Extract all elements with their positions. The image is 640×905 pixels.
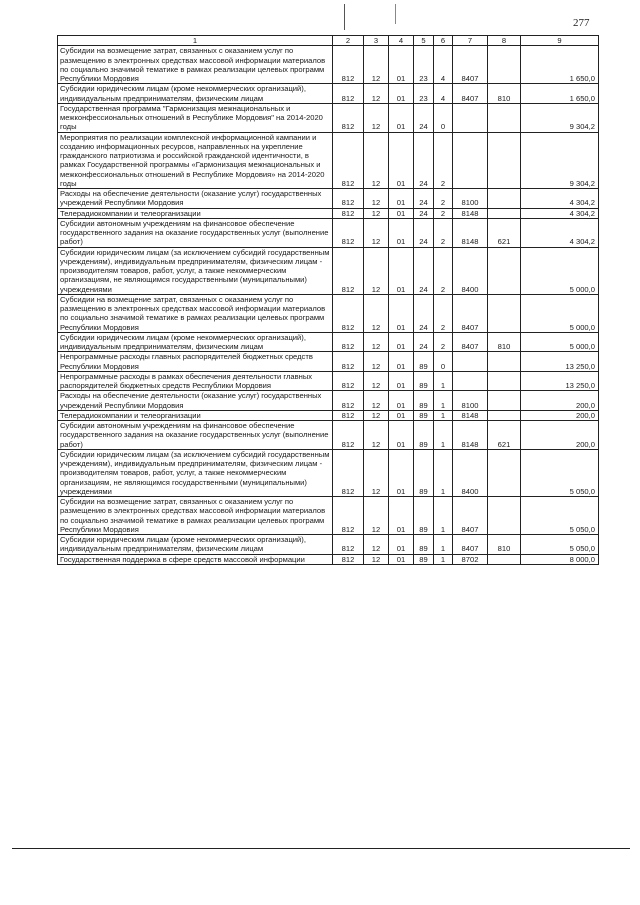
row-name: Субсидии автономным учреждениям на финансовое обеспечение государственного задания на оказание государственных услуг (выполнение работ) — [58, 421, 333, 450]
row-amount: 13 250,0 — [521, 371, 599, 391]
row-section-code: 12 — [364, 218, 389, 247]
binding-mark — [344, 4, 345, 30]
row-section-code: 12 — [364, 46, 389, 84]
row-subprogram-code: 2 — [434, 189, 453, 209]
table-row — [58, 189, 599, 209]
row-subsection-code: 01 — [389, 332, 414, 352]
row-program-code: 23 — [414, 46, 434, 84]
table-row — [58, 103, 599, 132]
row-ministry-code: 812 — [333, 449, 364, 496]
row-expense-type-code: 810 — [488, 332, 521, 352]
table-row — [58, 497, 599, 535]
row-program-code: 24 — [414, 247, 434, 294]
row-section-code: 12 — [364, 352, 389, 372]
row-name: Государственная поддержка в сфере средств массовой информации — [58, 554, 333, 564]
row-expense-type-code: 621 — [488, 218, 521, 247]
row-amount: 4 304,2 — [521, 208, 599, 218]
row-ministry-code: 812 — [333, 84, 364, 104]
row-target-code: 8407 — [453, 46, 488, 84]
row-subprogram-code: 2 — [434, 332, 453, 352]
row-target-code: 8702 — [453, 554, 488, 564]
table-row — [58, 391, 599, 411]
row-name: Расходы на обеспечение деятельности (оказание услуг) государственных учреждений Республики Мордовия — [58, 391, 333, 411]
row-name: Мероприятия по реализации комплексной информационной кампании и созданию информационных ресурсов, направленных на укрепление гражданского патриотизма и российской гражданской идентичности, в рамках Государственной программы «Гармонизация межнациональных и межконфессиональных отношений в Республике Мордовия» на 2014-2020 годы — [58, 132, 333, 189]
row-ministry-code: 812 — [333, 554, 364, 564]
row-target-code: 8148 — [453, 421, 488, 450]
row-section-code: 12 — [364, 554, 389, 564]
row-program-code: 24 — [414, 132, 434, 189]
table-row — [58, 332, 599, 352]
row-target-code: 8407 — [453, 84, 488, 104]
row-name: Субсидии юридическим лицам (за исключением субсидий государственным учреждениям), индивидуальным предпринимателям, физическим лицам - производителям товаров, работ, услуг, а также некоммерческим организациям, не являющимся государственными (муниципальными) учреждениями — [58, 247, 333, 294]
row-expense-type-code — [488, 132, 521, 189]
row-subprogram-code: 1 — [434, 391, 453, 411]
row-ministry-code: 812 — [333, 103, 364, 132]
row-subsection-code: 01 — [389, 391, 414, 411]
row-section-code: 12 — [364, 410, 389, 420]
row-expense-type-code — [488, 410, 521, 420]
row-subprogram-code: 0 — [434, 352, 453, 372]
row-program-code: 89 — [414, 535, 434, 555]
row-name: Субсидии юридическим лицам (кроме некоммерческих организаций), индивидуальным предпринимателям, физическим лицам — [58, 84, 333, 104]
row-subsection-code: 01 — [389, 352, 414, 372]
row-program-code: 89 — [414, 410, 434, 420]
row-expense-type-code — [488, 449, 521, 496]
row-target-code: 8400 — [453, 247, 488, 294]
row-ministry-code: 812 — [333, 371, 364, 391]
row-name: Расходы на обеспечение деятельности (оказание услуг) государственных учреждений Республики Мордовия — [58, 189, 333, 209]
row-expense-type-code: 810 — [488, 84, 521, 104]
row-expense-type-code — [488, 189, 521, 209]
row-section-code: 12 — [364, 208, 389, 218]
row-name: Субсидии юридическим лицам (кроме некоммерческих организаций), индивидуальным предпринимателям, физическим лицам — [58, 332, 333, 352]
row-amount: 5 000,0 — [521, 332, 599, 352]
row-amount: 5 050,0 — [521, 535, 599, 555]
table-row — [58, 371, 599, 391]
table-row — [58, 421, 599, 450]
row-section-code: 12 — [364, 103, 389, 132]
row-program-code: 89 — [414, 421, 434, 450]
row-program-code: 24 — [414, 208, 434, 218]
row-subsection-code: 01 — [389, 535, 414, 555]
row-ministry-code: 812 — [333, 189, 364, 209]
row-name: Субсидии на возмещение затрат, связанных с оказанием услуг по размещению в электронных средствах массовой информации материалов по социально значимой тематике в рамках реализации целевых программ Республики Мордовия — [58, 497, 333, 535]
row-program-code: 89 — [414, 391, 434, 411]
row-program-code: 89 — [414, 371, 434, 391]
row-section-code: 12 — [364, 84, 389, 104]
row-amount: 5 050,0 — [521, 449, 599, 496]
row-subprogram-code: 4 — [434, 46, 453, 84]
row-target-code: 8407 — [453, 332, 488, 352]
row-subsection-code: 01 — [389, 410, 414, 420]
row-name: Субсидии юридическим лицам (за исключением субсидий государственным учреждениям), индивидуальным предпринимателям, физическим лицам - производителям товаров, работ, услуг, а также некоммерческим организациям, не являющимся государственными (муниципальными) учреждениями — [58, 449, 333, 496]
row-target-code: 8100 — [453, 391, 488, 411]
column-header: 2 — [333, 36, 364, 46]
row-name: Субсидии на возмещение затрат, связанных с оказанием услуг по размещению в электронных средствах массовой информации материалов по социально значимой тематике в рамках реализации целевых программ Республики Мордовия — [58, 294, 333, 332]
row-subsection-code: 01 — [389, 421, 414, 450]
row-ministry-code: 812 — [333, 410, 364, 420]
row-name: Телерадиокомпании и телеорганизации — [58, 410, 333, 420]
row-expense-type-code — [488, 103, 521, 132]
binding-mark — [395, 4, 396, 24]
row-name: Государственная программа "Гармонизация межнациональных и межконфессиональных отношений в Республике Мордовия" на 2014-2020 годы — [58, 103, 333, 132]
row-subprogram-code: 0 — [434, 103, 453, 132]
column-header: 4 — [389, 36, 414, 46]
row-target-code: 8407 — [453, 497, 488, 535]
column-header: 3 — [364, 36, 389, 46]
row-subsection-code: 01 — [389, 371, 414, 391]
row-subprogram-code: 1 — [434, 497, 453, 535]
page-divider — [12, 848, 630, 849]
table-row — [58, 410, 599, 420]
row-target-code: 8148 — [453, 208, 488, 218]
table-row — [58, 535, 599, 555]
row-ministry-code: 812 — [333, 497, 364, 535]
row-subprogram-code: 2 — [434, 132, 453, 189]
row-subprogram-code: 2 — [434, 208, 453, 218]
column-header: 7 — [453, 36, 488, 46]
row-section-code: 12 — [364, 535, 389, 555]
row-subsection-code: 01 — [389, 294, 414, 332]
row-subsection-code: 01 — [389, 449, 414, 496]
row-subsection-code: 01 — [389, 218, 414, 247]
row-name: Непрограммные расходы в рамках обеспечения деятельности главных распорядителей бюджетных средств Республики Мордовия — [58, 371, 333, 391]
row-name: Телерадиокомпании и телеорганизации — [58, 208, 333, 218]
row-amount: 13 250,0 — [521, 352, 599, 372]
row-amount: 200,0 — [521, 391, 599, 411]
row-expense-type-code: 810 — [488, 535, 521, 555]
row-program-code: 24 — [414, 189, 434, 209]
row-ministry-code: 812 — [333, 421, 364, 450]
table-row — [58, 46, 599, 84]
table-row — [58, 218, 599, 247]
row-target-code: 8407 — [453, 535, 488, 555]
row-target-code: 8407 — [453, 294, 488, 332]
row-subsection-code: 01 — [389, 103, 414, 132]
row-expense-type-code — [488, 294, 521, 332]
row-ministry-code: 812 — [333, 208, 364, 218]
row-amount: 9 304,2 — [521, 132, 599, 189]
row-subsection-code: 01 — [389, 189, 414, 209]
row-section-code: 12 — [364, 449, 389, 496]
row-expense-type-code — [488, 371, 521, 391]
row-section-code: 12 — [364, 247, 389, 294]
row-ministry-code: 812 — [333, 352, 364, 372]
column-header: 6 — [434, 36, 453, 46]
row-section-code: 12 — [364, 497, 389, 535]
row-expense-type-code — [488, 391, 521, 411]
row-expense-type-code — [488, 497, 521, 535]
row-target-code: 8148 — [453, 218, 488, 247]
budget-table — [57, 35, 599, 565]
row-expense-type-code — [488, 247, 521, 294]
row-amount: 200,0 — [521, 421, 599, 450]
row-expense-type-code: 621 — [488, 421, 521, 450]
row-ministry-code: 812 — [333, 391, 364, 411]
row-program-code: 24 — [414, 103, 434, 132]
row-section-code: 12 — [364, 371, 389, 391]
row-subprogram-code: 1 — [434, 421, 453, 450]
column-header: 5 — [414, 36, 434, 46]
row-subprogram-code: 1 — [434, 371, 453, 391]
row-name: Субсидии юридическим лицам (кроме некоммерческих организаций), индивидуальным предпринимателям, физическим лицам — [58, 535, 333, 555]
row-section-code: 12 — [364, 189, 389, 209]
page-number: 277 — [573, 17, 590, 29]
row-amount: 5 050,0 — [521, 497, 599, 535]
row-target-code — [453, 352, 488, 372]
table-body — [58, 46, 599, 565]
row-section-code: 12 — [364, 391, 389, 411]
row-subprogram-code: 2 — [434, 294, 453, 332]
row-target-code — [453, 103, 488, 132]
row-program-code: 24 — [414, 332, 434, 352]
row-expense-type-code — [488, 46, 521, 84]
row-ministry-code: 812 — [333, 247, 364, 294]
row-program-code: 23 — [414, 84, 434, 104]
row-program-code: 89 — [414, 449, 434, 496]
row-amount: 8 000,0 — [521, 554, 599, 564]
row-name: Субсидии на возмещение затрат, связанных с оказанием услуг по размещению в электронных средствах массовой информации материалов по социально значимой тематике в рамках реализации целевых программ Республики Мордовия — [58, 46, 333, 84]
column-header: 9 — [521, 36, 599, 46]
row-amount: 9 304,2 — [521, 103, 599, 132]
row-ministry-code: 812 — [333, 332, 364, 352]
row-subprogram-code: 1 — [434, 449, 453, 496]
row-section-code: 12 — [364, 132, 389, 189]
row-subsection-code: 01 — [389, 208, 414, 218]
row-amount: 5 000,0 — [521, 294, 599, 332]
row-expense-type-code — [488, 208, 521, 218]
row-ministry-code: 812 — [333, 132, 364, 189]
row-target-code: 8148 — [453, 410, 488, 420]
row-subsection-code: 01 — [389, 247, 414, 294]
row-target-code: 8100 — [453, 189, 488, 209]
table-row — [58, 449, 599, 496]
row-subsection-code: 01 — [389, 132, 414, 189]
table-row — [58, 247, 599, 294]
row-target-code — [453, 371, 488, 391]
row-amount: 1 650,0 — [521, 84, 599, 104]
row-subsection-code: 01 — [389, 46, 414, 84]
row-subprogram-code: 1 — [434, 554, 453, 564]
row-name: Непрограммные расходы главных распорядителей бюджетных средств Республики Мордовия — [58, 352, 333, 372]
row-subprogram-code: 4 — [434, 84, 453, 104]
row-subprogram-code: 2 — [434, 247, 453, 294]
row-ministry-code: 812 — [333, 218, 364, 247]
row-amount: 4 304,2 — [521, 189, 599, 209]
row-section-code: 12 — [364, 294, 389, 332]
header-row — [58, 36, 599, 46]
row-expense-type-code — [488, 352, 521, 372]
table-row — [58, 554, 599, 564]
row-ministry-code: 812 — [333, 46, 364, 84]
table-row — [58, 294, 599, 332]
row-amount: 200,0 — [521, 410, 599, 420]
row-target-code: 8400 — [453, 449, 488, 496]
row-ministry-code: 812 — [333, 294, 364, 332]
row-subsection-code: 01 — [389, 84, 414, 104]
row-amount: 1 650,0 — [521, 46, 599, 84]
row-ministry-code: 812 — [333, 535, 364, 555]
row-target-code — [453, 132, 488, 189]
row-program-code: 24 — [414, 218, 434, 247]
table-row — [58, 132, 599, 189]
row-expense-type-code — [488, 554, 521, 564]
column-header: 8 — [488, 36, 521, 46]
row-subprogram-code: 2 — [434, 218, 453, 247]
row-section-code: 12 — [364, 421, 389, 450]
row-program-code: 24 — [414, 294, 434, 332]
row-program-code: 89 — [414, 497, 434, 535]
row-subsection-code: 01 — [389, 497, 414, 535]
table-row — [58, 208, 599, 218]
row-amount: 5 000,0 — [521, 247, 599, 294]
row-program-code: 89 — [414, 554, 434, 564]
table-row — [58, 352, 599, 372]
row-name: Субсидии автономным учреждениям на финансовое обеспечение государственного задания на оказание государственных услуг (выполнение работ) — [58, 218, 333, 247]
row-amount: 4 304,2 — [521, 218, 599, 247]
row-subprogram-code: 1 — [434, 535, 453, 555]
column-header: 1 — [58, 36, 333, 46]
row-section-code: 12 — [364, 332, 389, 352]
row-subsection-code: 01 — [389, 554, 414, 564]
row-program-code: 89 — [414, 352, 434, 372]
row-subprogram-code: 1 — [434, 410, 453, 420]
table-row — [58, 84, 599, 104]
